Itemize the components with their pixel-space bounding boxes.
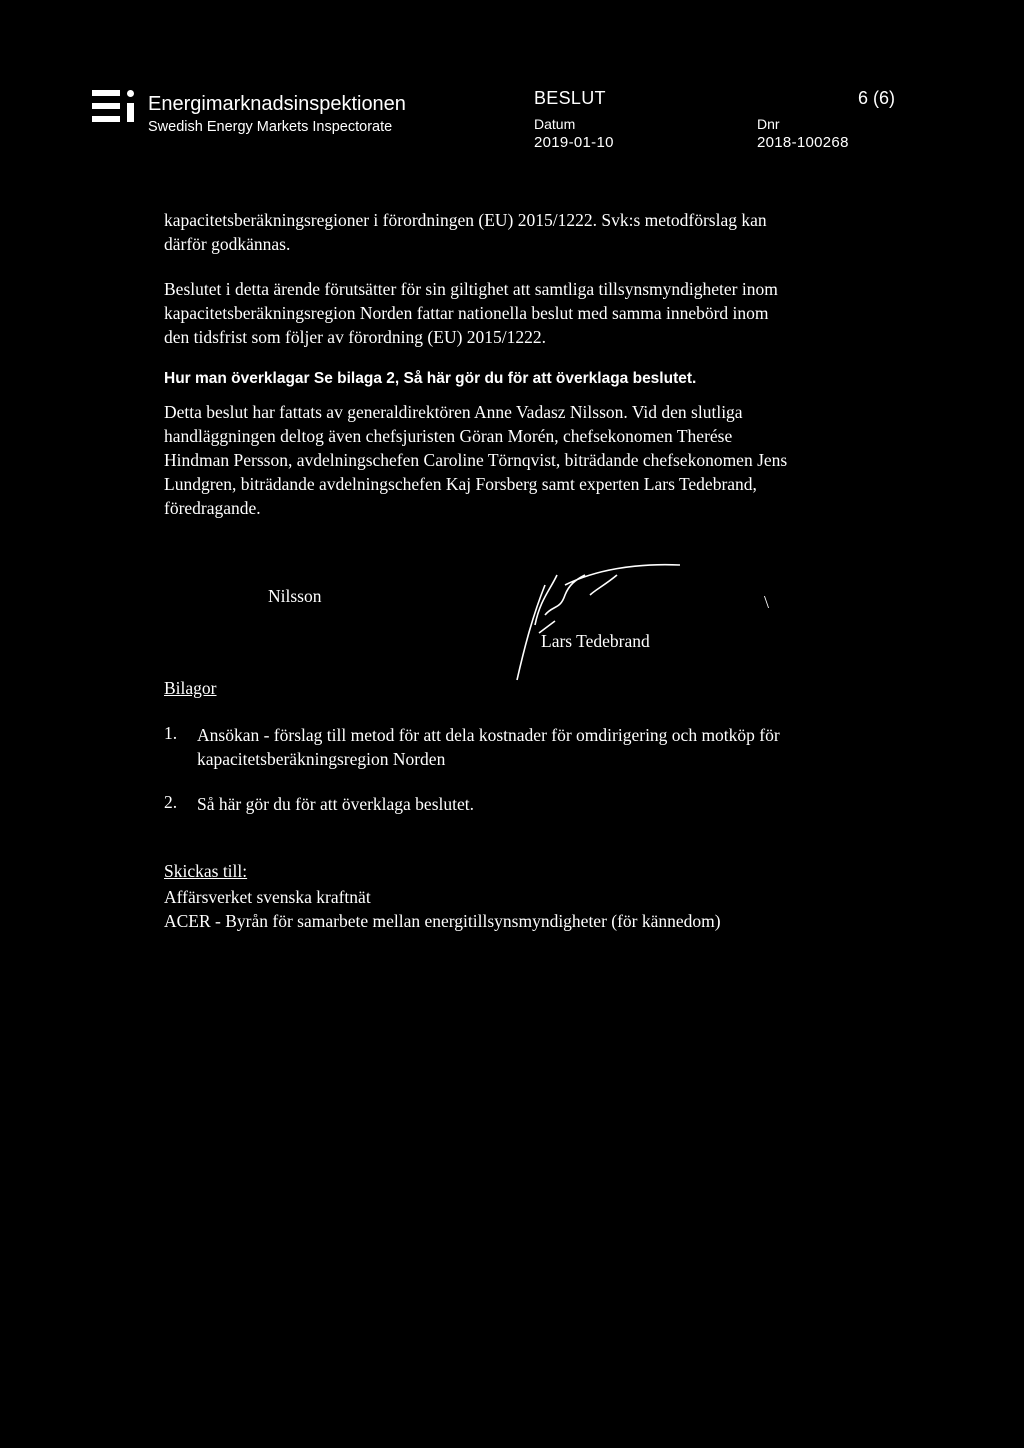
text-line: kapacitetsberäkningsregioner i förordningen (EU) 2015/1222. Svk:s metodförslag kan <box>164 210 767 230</box>
org-name: Energimarknadsinspektionen <box>148 93 406 115</box>
attachment-item <box>197 792 837 816</box>
page-number: 6 (6) <box>858 88 896 108</box>
attachment-number: 1. <box>164 723 178 743</box>
recipients-list <box>164 885 721 933</box>
text-line: kapacitetsberäkningsregion Norden fattar nationella beslut med samma innebörd inom <box>164 303 769 323</box>
date-label: Datum <box>534 116 576 132</box>
logo-icon <box>92 90 136 130</box>
text-line: Hindman Persson, avdelningschefen Caroline Törnqvist, biträdande chefsekonomen Jens <box>164 450 788 470</box>
recipients-heading: Skickas till: <box>164 861 248 881</box>
text-line: Detta beslut har fattats av generaldirektören Anne Vadasz Nilsson. Vid den slutliga <box>164 402 743 422</box>
text-line: Ansökan - förslag till metod för att dela kostnader för omdirigering och motköp för <box>197 725 780 745</box>
text-line: Lundgren, biträdande avdelningschefen Kaj Forsberg samt experten Lars Tedebrand, <box>164 474 757 494</box>
date-value: 2019-01-10 <box>534 134 614 151</box>
text-line: föredragande. <box>164 498 261 518</box>
recipient-item: Affärsverket svenska kraftnät <box>164 887 371 907</box>
paragraph-2 <box>164 277 854 349</box>
text-line: Beslutet i detta ärende förutsätter för sin giltighet att samtliga tillsynsmyndigheter inom <box>164 279 778 299</box>
signatory-right-name: Lars Tedebrand <box>541 631 650 651</box>
text-line: kapacitetsberäkningsregion Norden <box>197 749 446 769</box>
attachments-heading: Bilagor <box>164 678 217 698</box>
dnr-label: Dnr <box>757 116 780 132</box>
recipient-item: ACER - Byrån för samarbete mellan energitillsynsmyndigheter (för kännedom) <box>164 911 721 931</box>
doc-type: BESLUT <box>534 88 606 108</box>
attachment-number: 2. <box>164 792 178 812</box>
text-line: den tidsfrist som följer av förordning (EU) 2015/1222. <box>164 327 547 347</box>
attachment-item <box>197 723 837 771</box>
text-line: därför godkännas. <box>164 234 291 254</box>
appeal-info: Hur man överklagar Se bilaga 2, Så här gör du för att överklaga beslutet. <box>164 370 697 387</box>
paragraph-3 <box>164 400 854 520</box>
text-line: Så här gör du för att överklaga beslutet. <box>197 794 474 814</box>
signature-scribble <box>505 555 695 685</box>
dnr-value: 2018-100268 <box>757 134 849 151</box>
paragraph-1 <box>164 208 854 256</box>
org-subtitle: Swedish Energy Markets Inspectorate <box>148 119 393 135</box>
signatory-left-name: Nilsson <box>268 586 322 606</box>
text-line: handläggningen deltog även chefsjuristen Göran Morén, chefsekonomen Therése <box>164 426 733 446</box>
stray-mark: \ <box>764 592 770 612</box>
